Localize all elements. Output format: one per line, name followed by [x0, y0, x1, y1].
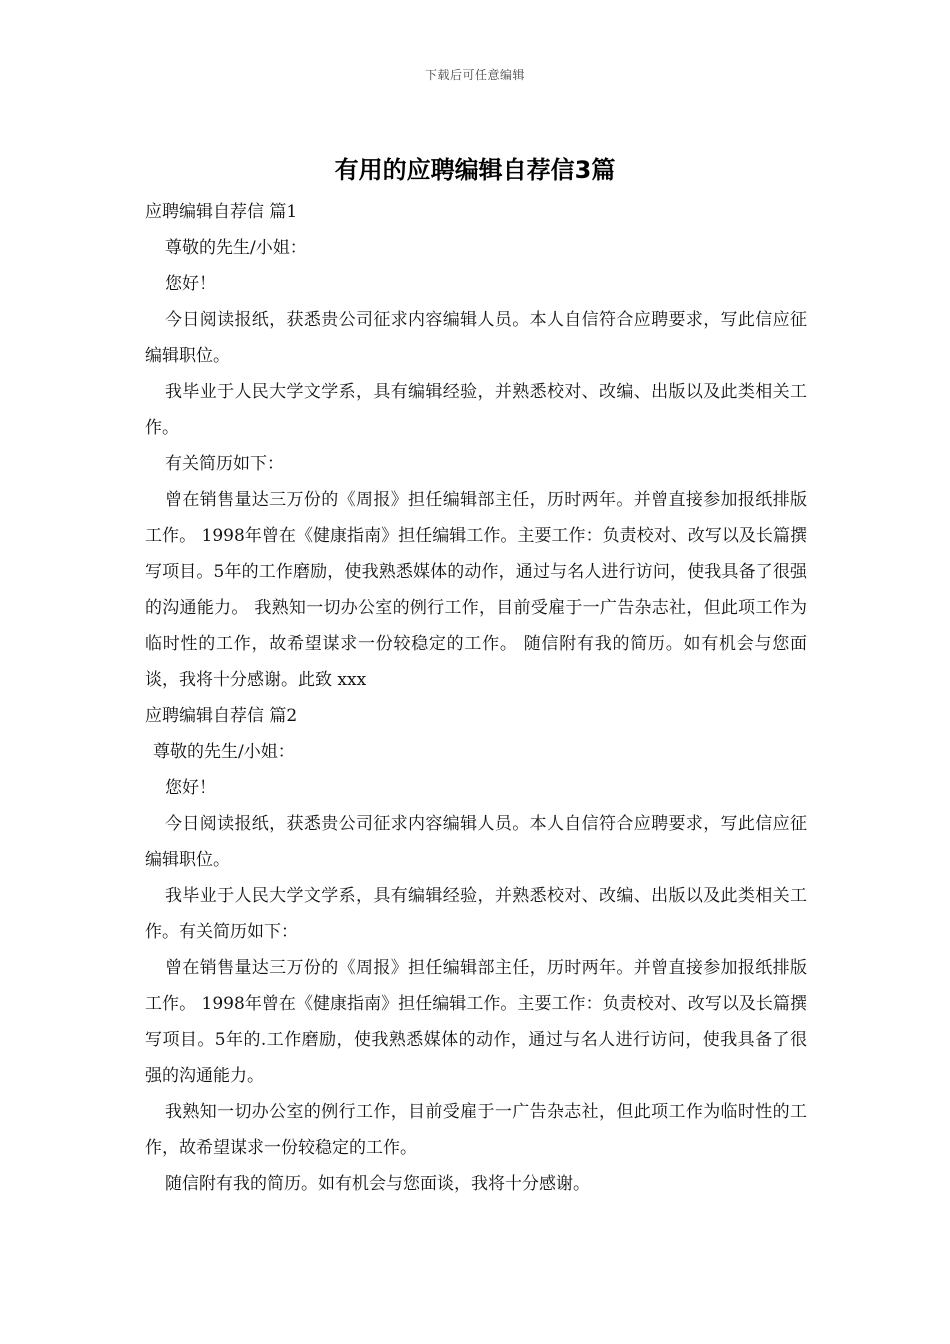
paragraph: 随信附有我的简历。如有机会与您面谈，我将十分感谢。: [165, 1174, 590, 1194]
paragraph: 今日阅读报纸，获悉贵公司征求内容编辑人员。本人自信符合应聘要求，写此信应征编辑职位。: [145, 814, 807, 870]
document-title: 有用的应聘编辑自荐信3篇: [334, 156, 616, 184]
paragraph: 曾在销售量达三万份的《周报》担任编辑部主任，历时两年。并曾直接参加报纸排版工作。 1998年曾在《健康指南》担任编辑工作。主要工作：负责校对、改写以及长篇撰写项目。5年的工作磨励，使我熟悉媒体的动作，通过与名人进行访问，使我具备了很强的沟通能力。 我熟知一切办公室的例行工作，目前受雇于一广告杂志社，但此项工作为临时性的工作，故希望谋求一份较稳定的工作。 随信附有我的简历。如有机会与您面谈，我将十分感谢。此致 xxx: [145, 490, 807, 690]
paragraph: 曾在销售量达三万份的《周报》担任编辑部主任，历时两年。并曾直接参加报纸排版工作。 1998年曾在《健康指南》担任编辑工作。主要工作：负责校对、改写以及长篇撰写项目。5年的.工作磨励，使我熟悉媒体的动作，通过与名人进行访问，使我具备了很强的沟通能力。: [145, 958, 807, 1086]
header-note: 下载后可任意编辑: [424, 68, 525, 82]
paragraph: 我毕业于人民大学文学系，具有编辑经验，并熟悉校对、改编、出版以及此类相关工作。有关简历如下：: [145, 886, 807, 942]
salutation: 尊敬的先生/小姐：: [165, 238, 307, 258]
paragraph: 我熟知一切办公室的例行工作，目前受雇于一广告杂志社，但此项工作为临时性的工作，故希望谋求一份较稳定的工作。: [145, 1102, 807, 1158]
greeting: 您好！: [165, 274, 216, 294]
section-heading: 应聘编辑自荐信 篇1: [145, 202, 298, 222]
salutation: 尊敬的先生/小姐：: [153, 742, 295, 762]
paragraph: 有关简历如下：: [165, 454, 284, 474]
paragraph: 今日阅读报纸，获悉贵公司征求内容编辑人员。本人自信符合应聘要求，写此信应征编辑职位。: [145, 310, 807, 366]
section-2: [145, 698, 807, 1202]
greeting: 您好！: [165, 778, 216, 798]
section-1: [145, 194, 807, 698]
paragraph: 我毕业于人民大学文学系，具有编辑经验，并熟悉校对、改编、出版以及此类相关工作。: [145, 382, 807, 438]
section-heading: 应聘编辑自荐信 篇2: [145, 706, 298, 726]
document-body: [145, 194, 807, 1202]
